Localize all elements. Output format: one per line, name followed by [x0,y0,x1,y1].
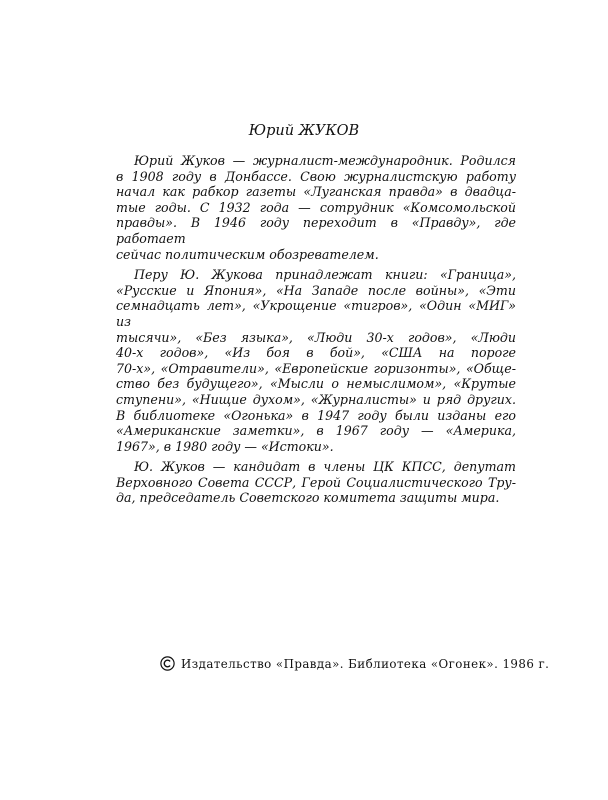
bio-line: 1967», в 1980 году — «Истоки». [116,438,334,454]
bio-line: Юрий Жуков — журналист-международник. Родился [134,153,516,168]
bio-line: Перу Ю. Жукова принадлежат книги: «Граница», [134,267,516,283]
bio-line: семнадцать лет», «Укрощение «тигров», «Один «МИГ» из [116,298,516,329]
bio-line: тые годы. С 1932 года — сотрудник «Комсомольской [116,199,516,215]
bio-line: сейчас политическим обозревателем. [116,246,379,262]
bio-line: 40-х годов», «Из боя в бой», «США на пороге [116,345,516,361]
copyright-text: Издательство «Правда». Библиотека «Огонек». 1986 г. [181,657,550,671]
bio-line: начал как рабкор газеты «Луганская правда» в двадца- [116,184,516,200]
bio-line: в 1908 году в Донбассе. Свою журналистскую работу [116,168,516,184]
bio-line: ство без будущего», «Мысли о немыслимом», «Крутые [116,376,516,392]
bio-line: тысячи», «Без языка», «Люди 30-х годов», «Люди [116,329,516,345]
copyright-line [160,656,549,672]
copyright-icon [160,656,175,671]
bio-line: 70-х», «Отравители», «Европейские горизонты», «Обще- [116,360,516,376]
bio-line: «Русские и Япония», «На Западе после войны», «Эти [116,282,516,298]
bio-line: правды». В 1946 году переходит в «Правду», где работает [116,215,516,246]
bio-line: В библиотеке «Огонька» в 1947 году были изданы его [116,407,516,423]
bio-line: Верховного Совета СССР, Герой Социалистического Тру- [116,474,516,490]
bio-line: «Американские заметки», в 1967 году — «Америка, [116,423,516,439]
bio-line: ступени», «Нищие духом», «Журналисты» и ряд других. [116,391,516,407]
author-bio [116,153,516,506]
bio-line: Ю. Жуков — кандидат в члены ЦК КПСС, депутат [134,459,516,475]
bio-line: да, председатель Советского комитета защиты мира. [116,490,500,506]
author-heading: Юрий ЖУКОВ [248,123,360,139]
